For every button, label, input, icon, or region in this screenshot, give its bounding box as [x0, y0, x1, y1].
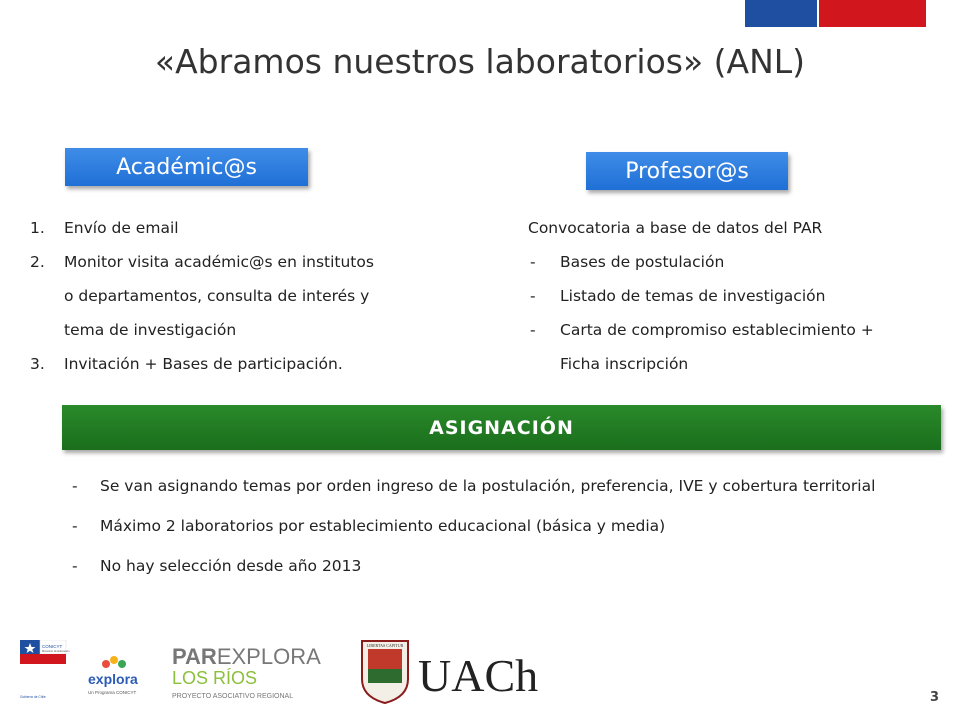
list-item: 1. Envío de email — [30, 219, 179, 237]
footer-logos — [0, 630, 960, 720]
list-item: - Listado de temas de investigación — [530, 287, 826, 305]
svg-text:LOS RÍOS: LOS RÍOS — [172, 668, 258, 688]
uach-logo — [360, 635, 540, 705]
svg-text:Un Programa CONICYT: Un Programa CONICYT — [88, 690, 137, 695]
asignacion-list — [72, 476, 892, 596]
conicyt-logo — [20, 640, 80, 702]
svg-text:Ministerio de Educación: Ministerio de Educación — [42, 650, 70, 653]
svg-text:UACh: UACh — [418, 650, 539, 701]
asignacion-header-label: ASIGNACIÓN — [429, 416, 574, 439]
academicos-header-label: Académic@s — [116, 154, 257, 180]
svg-text:explora: explora — [88, 671, 138, 687]
list-item: - Carta de compromiso establecimiento + — [530, 321, 874, 339]
explora-logo — [84, 640, 154, 702]
svg-text:Gobierno de Chile: Gobierno de Chile — [20, 695, 46, 699]
svg-text:PAREXPLORA: PAREXPLORA — [172, 644, 321, 669]
list-item: 3. Invitación + Bases de participación. — [30, 355, 343, 373]
academicos-header — [65, 148, 308, 186]
profesores-list: Convocatoria a base de datos del PAR - Bases de postulación - Listado de temas de investigación - Carta de compromiso establecimiento + Ficha inscripción — [528, 211, 948, 381]
list-item: - Bases de postulación — [530, 253, 725, 271]
page-number: 3 — [930, 690, 940, 705]
svg-text:PROYECTO ASOCIATIVO REGIONAL: PROYECTO ASOCIATIVO REGIONAL — [172, 693, 294, 700]
list-item: - Máximo 2 laboratorios por establecimiento educacional (básica y media) — [72, 517, 666, 535]
slide-title: «Abramos nuestros laboratorios» (ANL) — [154, 42, 806, 81]
svg-text:LIBERTAS CAPITUR: LIBERTAS CAPITUR — [366, 643, 404, 648]
flag-stripe-blue — [745, 0, 817, 27]
profesores-header-label: Profesor@s — [625, 158, 749, 184]
asignacion-header — [62, 405, 941, 450]
academicos-list: 1. Envío de email 2. Monitor visita académic@s en institutos o departamentos, consulta de interés y tema de investigación 3. Invitación + Bases de participación. — [30, 211, 470, 381]
list-item: - No hay selección desde año 2013 — [72, 557, 362, 575]
parexplora-logo — [172, 640, 332, 702]
profesores-intro: Convocatoria a base de datos del PAR — [528, 219, 823, 237]
profesores-header — [586, 152, 788, 190]
flag-stripe-red — [819, 0, 926, 27]
list-item: 2. Monitor visita académic@s en institutos — [30, 253, 374, 271]
list-item: - Se van asignando temas por orden ingreso de la postulación, preferencia, IVE y cobertura territorial — [72, 477, 876, 495]
svg-text:CONICYT: CONICYT — [42, 644, 63, 649]
